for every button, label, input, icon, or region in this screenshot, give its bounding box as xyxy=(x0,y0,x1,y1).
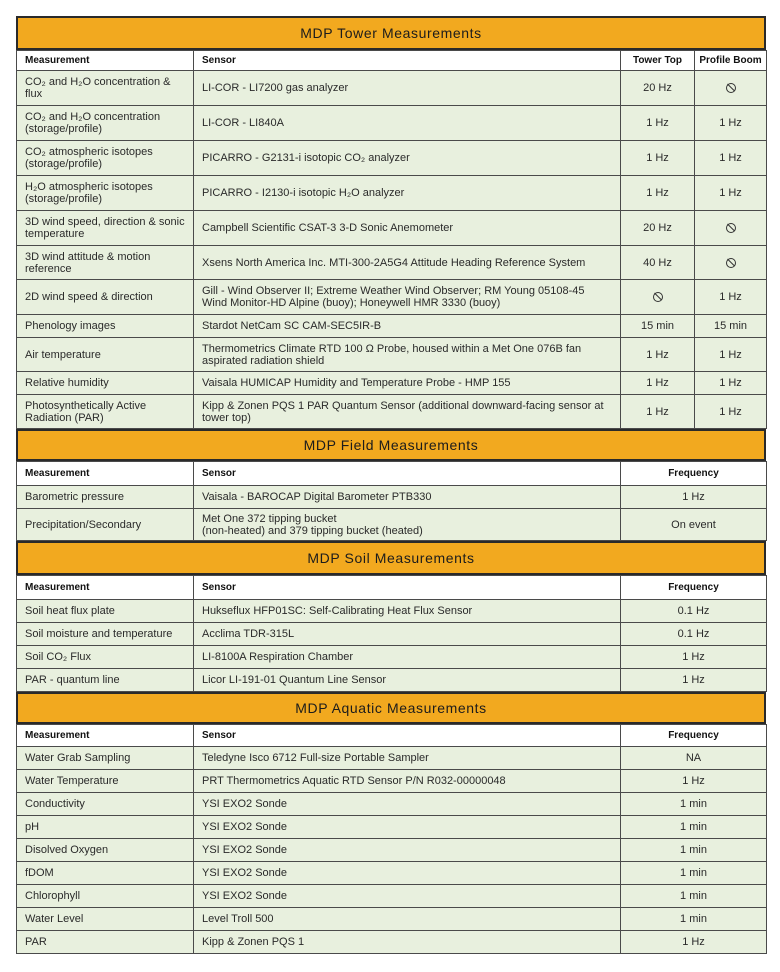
measurement-cell: Relative humidity xyxy=(17,372,194,395)
table-row xyxy=(17,246,767,280)
not-applicable-cell xyxy=(695,246,767,280)
tower-top-cell: 1 Hz xyxy=(621,176,695,211)
measurement-cell: CO₂ atmospheric isotopes (storage/profile) xyxy=(17,141,194,176)
tower-top-cell: 20 Hz xyxy=(621,71,695,106)
measurement-cell: CO₂ and H₂O concentration (storage/profile) xyxy=(17,106,194,141)
sensor-cell: YSI EXO2 Sonde xyxy=(194,839,621,862)
table-row xyxy=(17,793,767,816)
table-row xyxy=(17,885,767,908)
frequency-cell: On event xyxy=(621,509,767,541)
sensor-cell: PICARRO - G2131-i isotopic CO₂ analyzer xyxy=(194,141,621,176)
sensor-cell: Vaisala - BAROCAP Digital Barometer PTB330 xyxy=(194,486,621,509)
measurement-cell: Precipitation/Secondary xyxy=(17,509,194,541)
sensor-cell: Kipp & Zonen PQS 1 xyxy=(194,931,621,954)
profile-boom-cell: 1 Hz xyxy=(695,372,767,395)
table-row xyxy=(17,71,767,106)
sensor-cell: PRT Thermometrics Aquatic RTD Sensor P/N R032-00000048 xyxy=(194,770,621,793)
frequency-cell: 1 min xyxy=(621,908,767,931)
frequency-cell: 1 min xyxy=(621,839,767,862)
frequency-cell: NA xyxy=(621,747,767,770)
measurement-cell: Soil moisture and temperature xyxy=(17,623,194,646)
table-row xyxy=(17,908,767,931)
table-row xyxy=(17,315,767,338)
profile-boom-cell: 1 Hz xyxy=(695,338,767,372)
header-frequency: Frequency xyxy=(621,462,767,486)
table-row xyxy=(17,280,767,315)
table-row xyxy=(17,338,767,372)
header-sensor: Sensor xyxy=(194,725,621,747)
measurement-cell: 2D wind speed & direction xyxy=(17,280,194,315)
tower-top-cell: 1 Hz xyxy=(621,338,695,372)
header-tower-top: Tower Top xyxy=(621,51,695,71)
profile-boom-cell: 1 Hz xyxy=(695,176,767,211)
profile-boom-cell: 1 Hz xyxy=(695,280,767,315)
measurement-cell: Water Temperature xyxy=(17,770,194,793)
header-measurement: Measurement xyxy=(17,725,194,747)
table-row xyxy=(17,623,767,646)
table-row xyxy=(17,931,767,954)
not-applicable-cell xyxy=(695,211,767,246)
table-header-row xyxy=(17,725,767,747)
table-row xyxy=(17,646,767,669)
measurement-cell: Conductivity xyxy=(17,793,194,816)
measurement-cell: Soil heat flux plate xyxy=(17,600,194,623)
profile-boom-cell: 1 Hz xyxy=(695,395,767,429)
table-row xyxy=(17,862,767,885)
header-sensor: Sensor xyxy=(194,462,621,486)
sensor-cell: LI-COR - LI840A xyxy=(194,106,621,141)
sensor-cell: YSI EXO2 Sonde xyxy=(194,862,621,885)
sensor-cell: PICARRO - I2130-i isotopic H₂O analyzer xyxy=(194,176,621,211)
frequency-cell: 0.1 Hz xyxy=(621,600,767,623)
profile-boom-cell: 1 Hz xyxy=(695,106,767,141)
tower-top-cell: 1 Hz xyxy=(621,395,695,429)
sensor-cell: Stardot NetCam SC CAM-SEC5IR-B xyxy=(194,315,621,338)
table-row xyxy=(17,211,767,246)
measurement-cell: Phenology images xyxy=(17,315,194,338)
table-row xyxy=(17,816,767,839)
measurement-cell: Soil CO₂ Flux xyxy=(17,646,194,669)
header-profile-boom: Profile Boom xyxy=(695,51,767,71)
table-row xyxy=(17,770,767,793)
frequency-cell: 1 Hz xyxy=(621,646,767,669)
tower-top-cell: 40 Hz xyxy=(621,246,695,280)
measurement-cell: Water Grab Sampling xyxy=(17,747,194,770)
table-row xyxy=(17,176,767,211)
sensor-cell: Kipp & Zonen PQS 1 PAR Quantum Sensor (additional downward-facing sensor at tower top) xyxy=(194,395,621,429)
table-row xyxy=(17,372,767,395)
table-header-row xyxy=(17,462,767,486)
tower-table xyxy=(16,50,767,429)
sensor-cell: Vaisala HUMICAP Humidity and Temperature Probe - HMP 155 xyxy=(194,372,621,395)
sensor-cell: Hukseflux HFP01SC: Self-Calibrating Heat Flux Sensor xyxy=(194,600,621,623)
sensor-cell: Xsens North America Inc. MTI-300-2A5G4 Attitude Heading Reference System xyxy=(194,246,621,280)
measurement-cell: 3D wind speed, direction & sonic temperature xyxy=(17,211,194,246)
measurements-document xyxy=(16,16,766,954)
header-sensor: Sensor xyxy=(194,576,621,600)
header-frequency: Frequency xyxy=(621,576,767,600)
measurement-cell: PAR - quantum line xyxy=(17,669,194,692)
table-row xyxy=(17,600,767,623)
table-row xyxy=(17,839,767,862)
header-frequency: Frequency xyxy=(621,725,767,747)
measurement-cell: Chlorophyll xyxy=(17,885,194,908)
measurement-cell: CO₂ and H₂O concentration & flux xyxy=(17,71,194,106)
soil-table xyxy=(16,575,767,692)
table-header-row xyxy=(17,576,767,600)
sensor-cell: Teledyne Isco 6712 Full-size Portable Sampler xyxy=(194,747,621,770)
table-row xyxy=(17,747,767,770)
measurement-cell: H₂O atmospheric isotopes (storage/profile) xyxy=(17,176,194,211)
sensor-cell: Acclima TDR-315L xyxy=(194,623,621,646)
sensor-cell: LI-8100A Respiration Chamber xyxy=(194,646,621,669)
frequency-cell: 1 min xyxy=(621,793,767,816)
sensor-cell: Met One 372 tipping bucket (non-heated) and 379 tipping bucket (heated) xyxy=(194,509,621,541)
tower-section-title: MDP Tower Measurements xyxy=(16,16,766,50)
sensor-cell: Level Troll 500 xyxy=(194,908,621,931)
tower-top-cell: 20 Hz xyxy=(621,211,695,246)
header-sensor: Sensor xyxy=(194,51,621,71)
table-row xyxy=(17,106,767,141)
frequency-cell: 1 min xyxy=(621,862,767,885)
sensor-cell: YSI EXO2 Sonde xyxy=(194,885,621,908)
frequency-cell: 1 Hz xyxy=(621,770,767,793)
frequency-cell: 1 Hz xyxy=(621,669,767,692)
header-measurement: Measurement xyxy=(17,576,194,600)
sensor-cell: Campbell Scientific CSAT-3 3-D Sonic Anemometer xyxy=(194,211,621,246)
frequency-cell: 1 Hz xyxy=(621,486,767,509)
not-applicable-icon xyxy=(653,292,663,302)
profile-boom-cell: 15 min xyxy=(695,315,767,338)
profile-boom-cell: 1 Hz xyxy=(695,141,767,176)
sensor-cell: YSI EXO2 Sonde xyxy=(194,816,621,839)
table-row xyxy=(17,141,767,176)
measurement-cell: Photosynthetically Active Radiation (PAR) xyxy=(17,395,194,429)
measurement-cell: Disolved Oxygen xyxy=(17,839,194,862)
tower-top-cell: 15 min xyxy=(621,315,695,338)
tower-top-cell: 1 Hz xyxy=(621,106,695,141)
aquatic-section-title: MDP Aquatic Measurements xyxy=(16,692,766,724)
measurement-cell: 3D wind attitude & motion reference xyxy=(17,246,194,280)
sensor-cell: Gill - Wind Observer II; Extreme Weather Wind Observer; RM Young 05108-45 Wind Monitor-HD Alpine (buoy); Honeywell HMR 3330 (buoy) xyxy=(194,280,621,315)
measurement-cell: Air temperature xyxy=(17,338,194,372)
not-applicable-icon xyxy=(726,223,736,233)
not-applicable-icon xyxy=(726,83,736,93)
frequency-cell: 1 min xyxy=(621,885,767,908)
frequency-cell: 0.1 Hz xyxy=(621,623,767,646)
soil-section-title: MDP Soil Measurements xyxy=(16,541,766,575)
table-row xyxy=(17,486,767,509)
sensor-cell: Thermometrics Climate RTD 100 Ω Probe, housed within a Met One 076B fan aspirated radiation shield xyxy=(194,338,621,372)
not-applicable-icon xyxy=(726,258,736,268)
tower-top-cell: 1 Hz xyxy=(621,141,695,176)
aquatic-table xyxy=(16,724,767,954)
measurement-cell: fDOM xyxy=(17,862,194,885)
not-applicable-cell xyxy=(621,280,695,315)
field-section-title: MDP Field Measurements xyxy=(16,429,766,461)
table-row xyxy=(17,395,767,429)
header-measurement: Measurement xyxy=(17,51,194,71)
tower-top-cell: 1 Hz xyxy=(621,372,695,395)
measurement-cell: pH xyxy=(17,816,194,839)
field-table xyxy=(16,461,767,541)
table-row xyxy=(17,509,767,541)
measurement-cell: PAR xyxy=(17,931,194,954)
frequency-cell: 1 min xyxy=(621,816,767,839)
table-row xyxy=(17,669,767,692)
frequency-cell: 1 Hz xyxy=(621,931,767,954)
sensor-cell: YSI EXO2 Sonde xyxy=(194,793,621,816)
table-header-row xyxy=(17,51,767,71)
sensor-cell: Licor LI-191-01 Quantum Line Sensor xyxy=(194,669,621,692)
not-applicable-cell xyxy=(695,71,767,106)
measurement-cell: Water Level xyxy=(17,908,194,931)
header-measurement: Measurement xyxy=(17,462,194,486)
sensor-cell: LI-COR - LI7200 gas analyzer xyxy=(194,71,621,106)
measurement-cell: Barometric pressure xyxy=(17,486,194,509)
